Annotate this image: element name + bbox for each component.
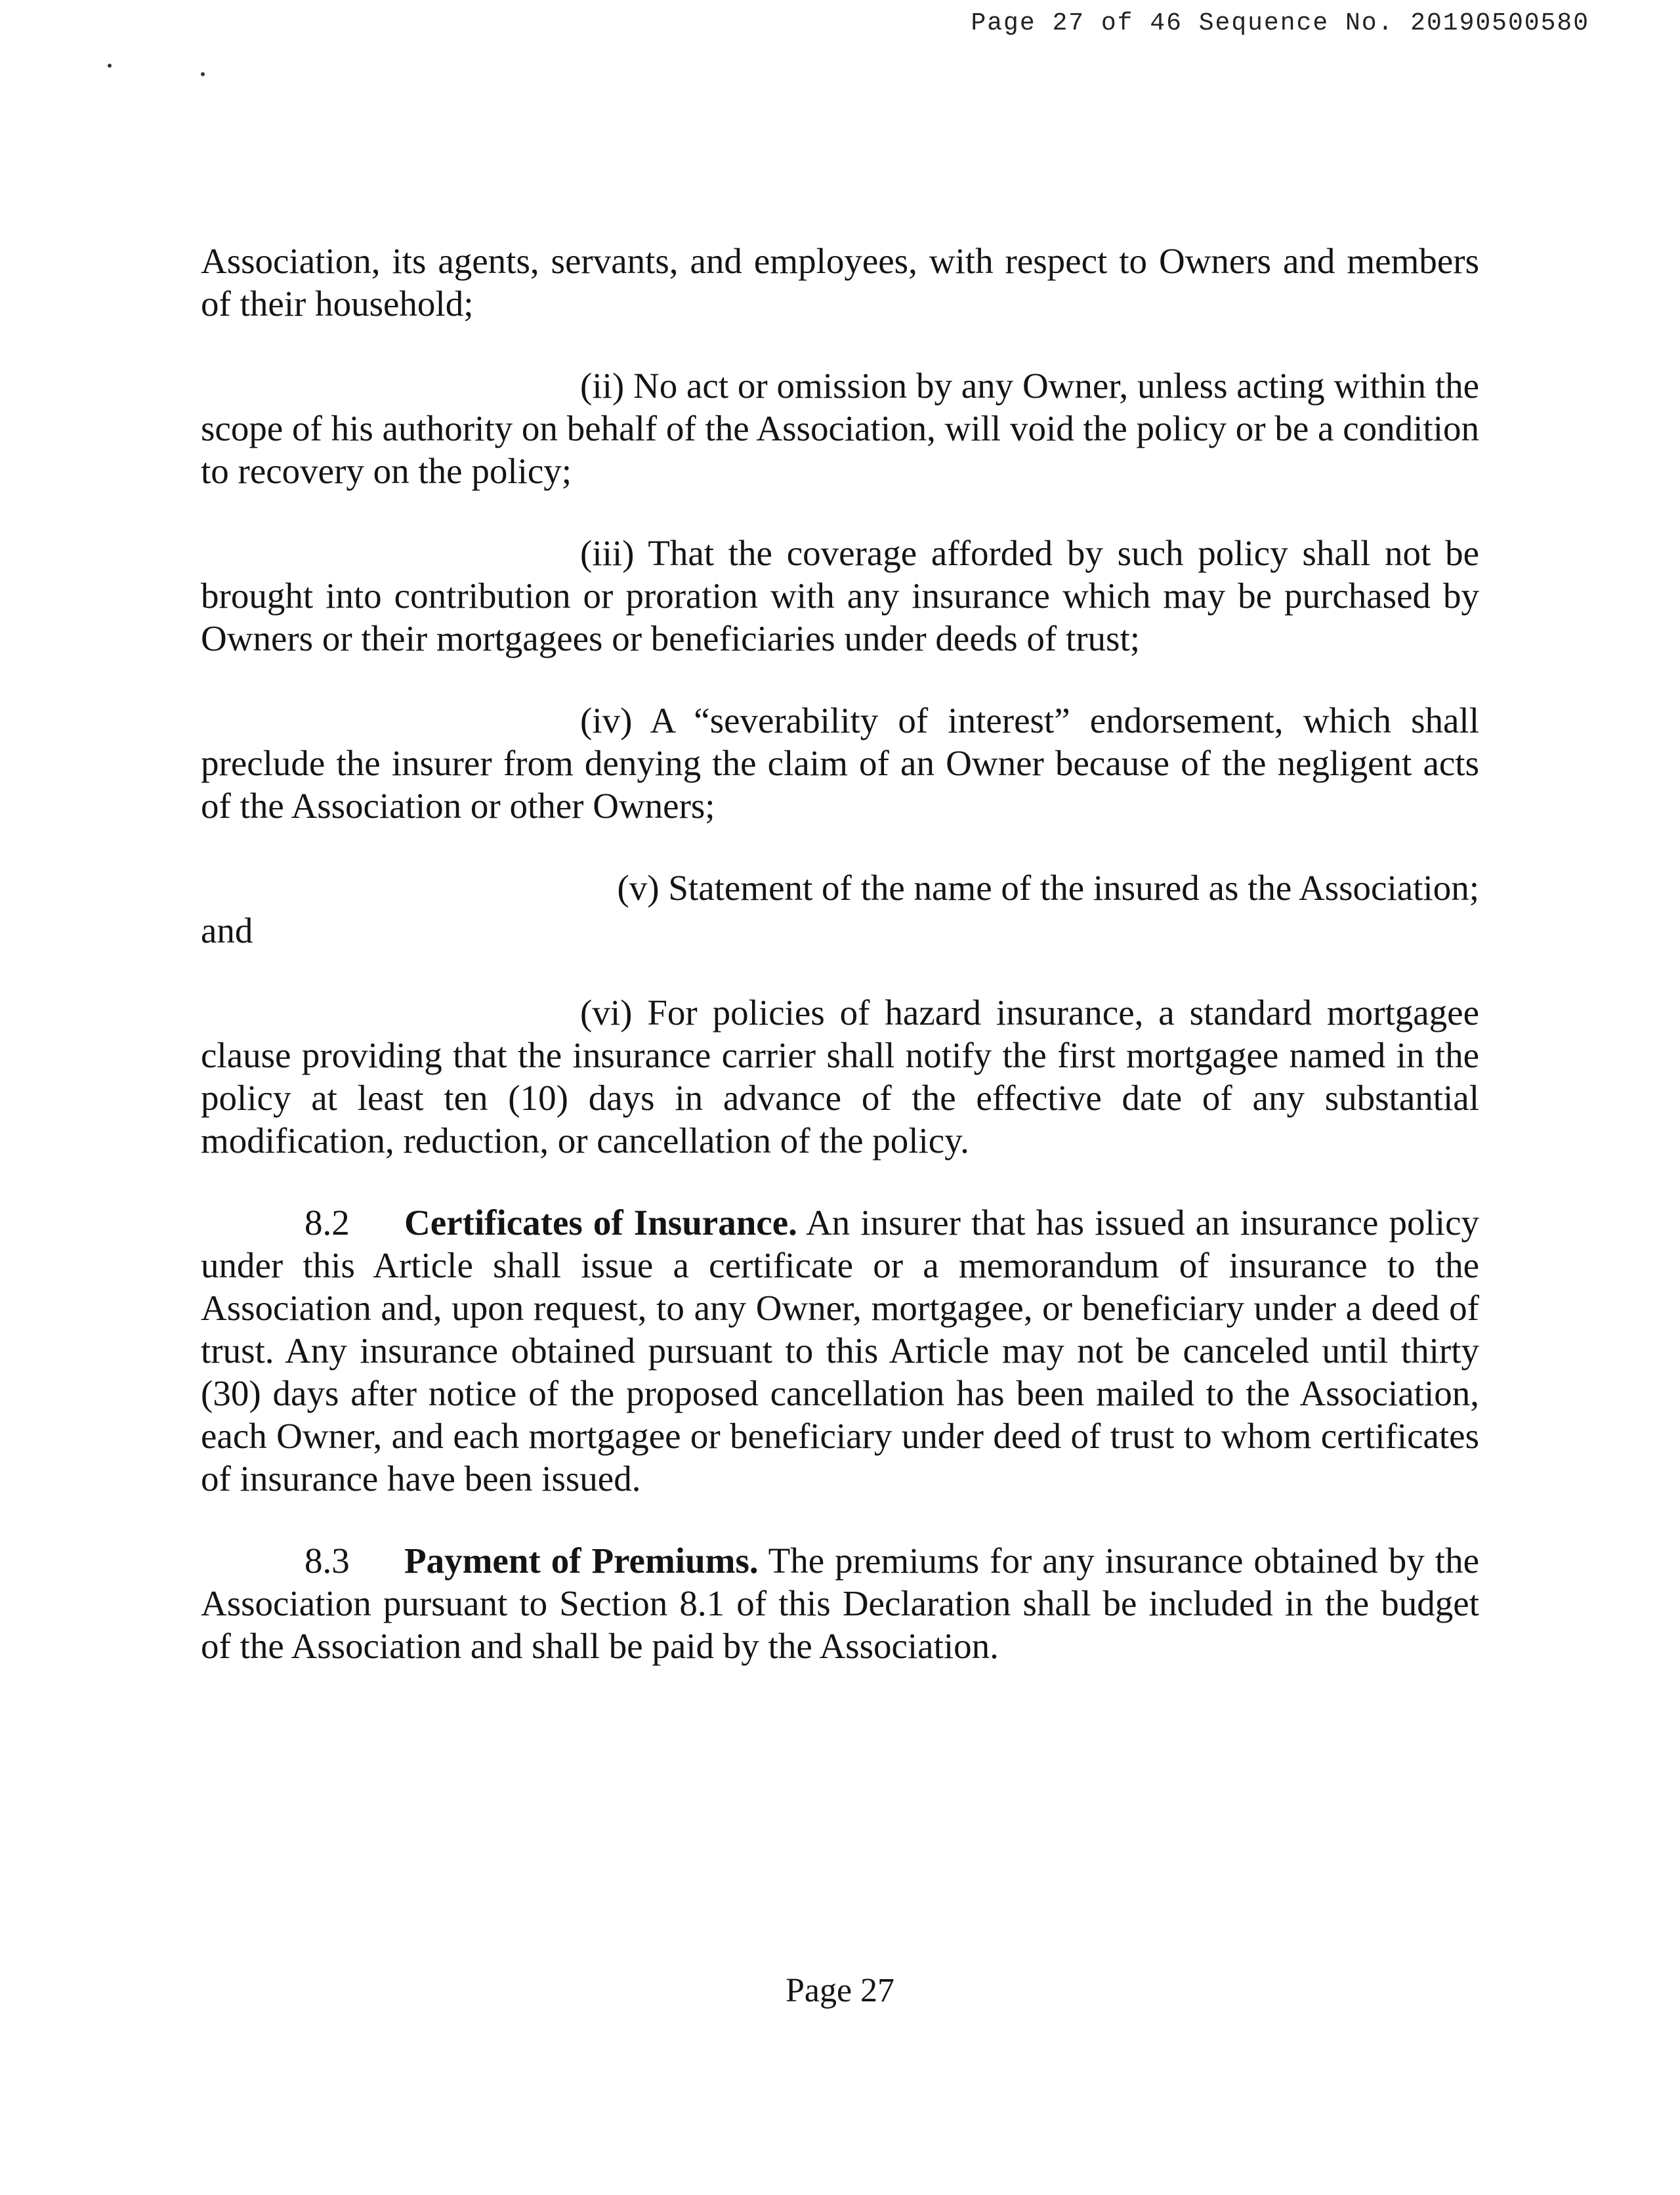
clause-ii: (ii) No act or omission by any Owner, unless acting within the scope of his authority on behalf of the Association, will void the policy or be a condition to recovery on the policy; <box>201 366 1479 491</box>
clause-iii: (iii) That the coverage afforded by such policy shall not be brought into contribution or proration with any insurance which may be purchased by Owners or their mortgagees or beneficiaries under deeds of trust; <box>201 533 1479 658</box>
scan-speck <box>108 64 112 68</box>
recording-stamp: Page 27 of 46 Sequence No. 20190500580 <box>971 9 1589 37</box>
section-text: An insurer that has issued an insurance policy under this Article shall issue a certificate or a memorandum of insurance to the Association and, upon request, to any Owner, mortgagee, or beneficiary under a deed of trust. Any insurance obtained pursuant to this Article may not be canceled until thirty (30) days after notice of the proposed cancellation has been mailed to the Association, each Owner, and each mortgagee or beneficiary under deed of trust to whom certificates of insurance have been issued. <box>201 1203 1480 1499</box>
section-title: Certificates of Insurance. <box>404 1203 797 1243</box>
clause-v-and: and <box>201 910 253 950</box>
document-body <box>201 240 1479 1707</box>
section-text: The premiums for any insurance obtained by the Association pursuant to Section 8.1 of this Declaration shall be included in the budget of the Association and shall be paid by the Association. <box>201 1541 1480 1666</box>
section-8-2 <box>201 1201 1479 1500</box>
clause-v: (v) Statement of the name of the insured as the Association; <box>617 868 1479 908</box>
paragraph-intro: Association, its agents, servants, and employees, with respect to Owners and members of their household; <box>201 241 1479 324</box>
section-number: 8.2 <box>304 1203 350 1243</box>
clause-iv: (iv) A “severability of interest” endorsement, which shall preclude the insurer from denying the claim of an Owner because of the negligent acts of the Association or other Owners; <box>201 700 1479 826</box>
section-8-3 <box>201 1539 1479 1667</box>
page-number: Page 27 <box>785 1972 895 2009</box>
clause-vi: (vi) For policies of hazard insurance, a standard mortgagee clause providing that the insurance carrier shall notify the first mortgagee named in the policy at least ten (10) days in advance of the effective date of any substantial modification, reduction, or cancellation of the policy. <box>201 992 1479 1161</box>
scan-speck <box>201 72 205 76</box>
section-number: 8.3 <box>304 1541 350 1581</box>
section-title: Payment of Premiums. <box>404 1541 759 1581</box>
